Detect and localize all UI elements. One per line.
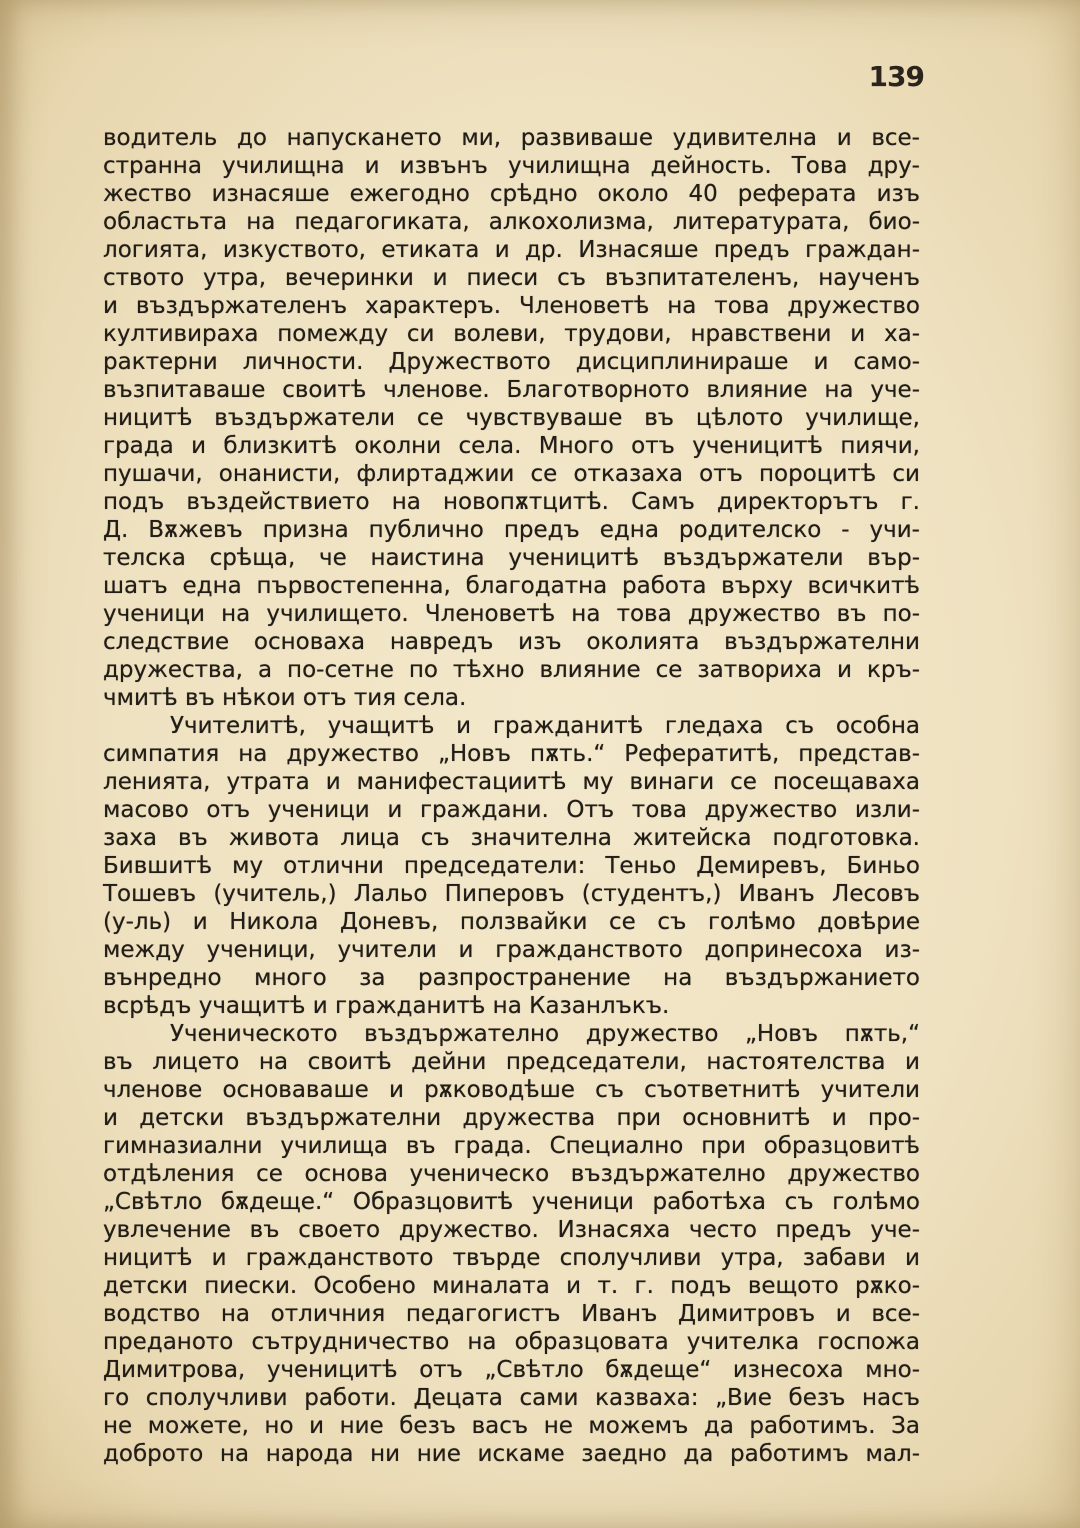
text-line: следствие основаха навредъ изъ околията въздържателни [103,629,920,655]
text-line: всрѣдъ учащитѣ и гражданитѣ на Казанлъкъ. [103,993,670,1019]
text-line: „Свѣтло бѫдеще.“ Образцовитѣ ученици работѣха съ голѣмо [103,1189,920,1215]
text-line: не можете, но и ние безъ васъ не можемъ да работимъ. За [103,1413,920,1439]
text-line: и детски въздържателни дружества при основнитѣ и про- [103,1105,920,1131]
text-line: преданото сътрудничество на образцовата учителка госпожа [103,1329,920,1355]
paragraph [103,124,920,712]
page-number: 139 [868,60,924,93]
text-line: членове основаваше и рѫководѣше съ съответнитѣ учители [103,1077,920,1103]
text-line: култивираха помежду си волеви, трудови, нравствени и ха- [103,321,920,347]
text-line: странна училищна и извънъ училищна дейность. Това дру- [103,153,920,179]
text-line: и въздържателенъ характеръ. Членоветѣ на това дружество [103,293,920,319]
text-line: Учителитѣ, учащитѣ и гражданитѣ гледаха съ особна [170,713,920,739]
text-line: отдѣления се основа ученическо въздържателно дружество [103,1161,920,1187]
paragraph [103,1020,920,1468]
text-line: възпитаваше своитѣ членове. Благотворното влияние на уче- [103,377,920,403]
text-line: (у-ль) и Никола Доневъ, ползвайки се съ голѣмо довѣрие [103,909,920,935]
text-line: жество изнасяше ежегодно срѣдно около 40 реферата изъ [103,181,920,207]
text-line: Димитрова, ученицитѣ отъ „Свѣтло бѫдеще“ изнесоха мно- [103,1357,920,1383]
text-line: дружества, а по-сетне по тѣхно влияние се затвориха и кръ- [103,657,920,683]
text-line: Тошевъ (учитель,) Лальо Пиперовъ (студентъ,) Иванъ Лесовъ [103,881,920,907]
text-line: симпатия на дружество „Новъ пѫть.“ Рефератитѣ, представ- [103,741,920,767]
text-line: увлечение въ своето дружество. Изнасяха често предъ уче- [103,1217,920,1243]
text-line: масово отъ ученици и граждани. Отъ това дружество изли- [103,797,920,823]
paragraph [103,712,920,1020]
text-line: областьта на педагогиката, алкохолизма, литературата, био- [103,209,920,235]
text-line: ството утра, вечеринки и пиеси съ възпитателенъ, наученъ [103,265,920,291]
text-line: детски пиески. Особено миналата и т. г. подъ вещото рѫко- [103,1273,920,1299]
text-line: ницитѣ въздържатели се чувствуваше въ цѣлото училище, [103,405,920,431]
text-line: ленията, утрата и манифестациитѣ му винаги се посещаваха [103,769,920,795]
text-line: ученици на училището. Членоветѣ на това дружество въ по- [103,601,920,627]
text-line: Д. Вѫжевъ призна публично предъ една родителско - учи- [103,517,920,543]
text-line: града и близкитѣ околни села. Много отъ ученицитѣ пиячи, [103,433,920,459]
text-line: гимназиални училища въ града. Специално при образцовитѣ [103,1133,920,1159]
text-line: шатъ една първостепенна, благодатна работа върху всичкитѣ [103,573,920,599]
text-line: рактерни личности. Дружеството дисциплинираше и само- [103,349,920,375]
text-line: пушачи, онанисти, флиртаджии се отказаха отъ пороцитѣ си [103,461,920,487]
text-line: заха въ живота лица съ значителна житейска подготовка. [103,825,920,851]
text-line: чмитѣ въ нѣкои отъ тия села. [103,685,467,711]
text-line: вънредно много за разпространение на въздържанието [103,965,920,991]
text-line: водство на отличния педагогистъ Иванъ Димитровъ и все- [103,1301,920,1327]
body-text [103,124,920,1468]
text-line: телска срѣща, че наистина ученицитѣ въздържатели вър- [103,545,920,571]
text-line: Ученическото въздържателно дружество „Новъ пѫть,“ [170,1021,920,1047]
text-line: доброто на народа ни ние искаме заедно да работимъ мал- [103,1441,920,1467]
text-line: ницитѣ и гражданството твърде сполучливи утра, забави и [103,1245,920,1271]
text-line: Бившитѣ му отлични председатели: Теньо Демиревъ, Биньо [103,853,920,879]
text-line: логията, изкуството, етиката и др. Изнасяше предъ граждан- [103,237,920,263]
text-line: водитель до напускането ми, развиваше удивителна и все- [103,125,920,151]
text-line: подъ въздействието на новопѫтцитѣ. Самъ директорътъ г. [103,489,920,515]
text-line: въ лицето на своитѣ дейни председатели, настоятелства и [103,1049,920,1075]
text-line: между ученици, учители и гражданството допринесоха из- [103,937,920,963]
text-line: го сполучливи работи. Децата сами казваха: „Вие безъ насъ [103,1385,920,1411]
